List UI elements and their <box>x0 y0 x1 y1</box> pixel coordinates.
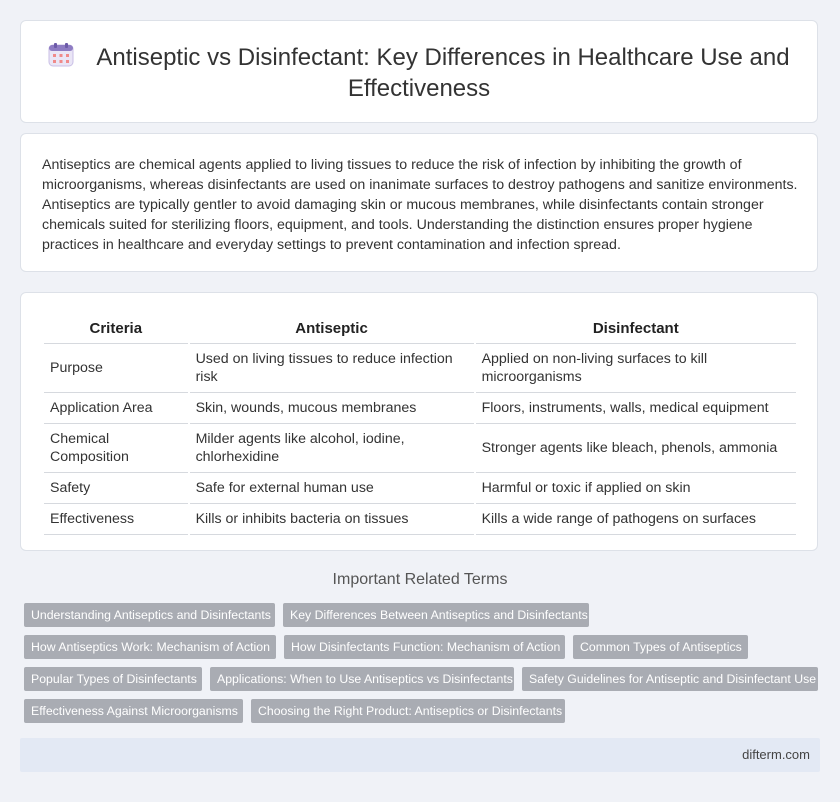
antiseptic-cell: Used on living tissues to reduce infection risk <box>190 344 474 393</box>
table-row <box>44 393 796 424</box>
criteria-cell: Safety <box>44 473 188 504</box>
comparison-table <box>42 307 798 535</box>
related-tag[interactable]: Applications: When to Use Antiseptics vs Disinfectants <box>210 667 514 691</box>
footer-site[interactable]: difterm.com <box>742 747 810 762</box>
antiseptic-cell: Safe for external human use <box>190 473 474 504</box>
header-disinfectant: Disinfectant <box>476 307 796 344</box>
intro-card <box>20 133 818 272</box>
criteria-cell: Application Area <box>44 393 188 424</box>
table-header-row <box>44 307 796 344</box>
page-title-text: Antiseptic vs Disinfectant: Key Differences in Healthcare Use and Effectiveness <box>96 44 790 102</box>
header-antiseptic: Antiseptic <box>190 307 474 344</box>
related-tag[interactable]: How Antiseptics Work: Mechanism of Action <box>24 635 276 659</box>
intro-paragraph: Antiseptics are chemical agents applied to living tissues to reduce the risk of infection by inhibiting the growth of microorganisms, whereas disinfectants are used on inanimate surfaces to destroy pathogens and sanitize environments. Antiseptics are typically gentler to avoid damaging skin or mucous membranes, while disinfectants contain stronger chemicals suited for sterilizing floors, equipment, and tools. Understanding the distinction ensures proper hygiene practices in healthcare and everyday settings to prevent contamination and infection spread. <box>42 157 798 253</box>
related-tag[interactable]: Key Differences Between Antiseptics and Disinfectants <box>283 603 589 627</box>
disinfectant-cell: Harmful or toxic if applied on skin <box>476 473 796 504</box>
table-row <box>44 504 796 535</box>
header-criteria: Criteria <box>44 307 188 344</box>
related-tag[interactable]: How Disinfectants Function: Mechanism of Action <box>284 635 565 659</box>
disinfectant-cell: Stronger agents like bleach, phenols, ammonia <box>476 424 796 473</box>
title-card <box>20 20 818 123</box>
disinfectant-cell: Applied on non-living surfaces to kill microorganisms <box>476 344 796 393</box>
criteria-cell: Purpose <box>44 344 188 393</box>
related-tag[interactable]: Popular Types of Disinfectants <box>24 667 202 691</box>
criteria-cell: Effectiveness <box>44 504 188 535</box>
related-terms-heading: Important Related Terms <box>332 571 508 588</box>
antiseptic-cell: Milder agents like alcohol, iodine, chlorhexidine <box>190 424 474 473</box>
comparison-table-card <box>20 292 818 551</box>
disinfectant-cell: Kills a wide range of pathogens on surfaces <box>476 504 796 535</box>
related-tag[interactable]: Common Types of Antiseptics <box>573 635 748 659</box>
antiseptic-cell: Skin, wounds, mucous membranes <box>190 393 474 424</box>
related-tag[interactable]: Effectiveness Against Microorganisms <box>24 699 243 723</box>
criteria-cell: Chemical Composition <box>44 424 188 473</box>
related-tag[interactable]: Safety Guidelines for Antiseptic and Disinfectant Use <box>522 667 818 691</box>
disinfectant-cell: Floors, instruments, walls, medical equipment <box>476 393 796 424</box>
related-tag[interactable]: Understanding Antiseptics and Disinfectants <box>24 603 275 627</box>
page-title <box>21 43 817 103</box>
antiseptic-cell: Kills or inhibits bacteria on tissues <box>190 504 474 535</box>
table-row <box>44 473 796 504</box>
footer <box>20 738 820 772</box>
calendar-icon <box>48 43 74 74</box>
related-tag[interactable]: Choosing the Right Product: Antiseptics or Disinfectants <box>251 699 565 723</box>
table-row <box>44 424 796 473</box>
table-row <box>44 344 796 393</box>
